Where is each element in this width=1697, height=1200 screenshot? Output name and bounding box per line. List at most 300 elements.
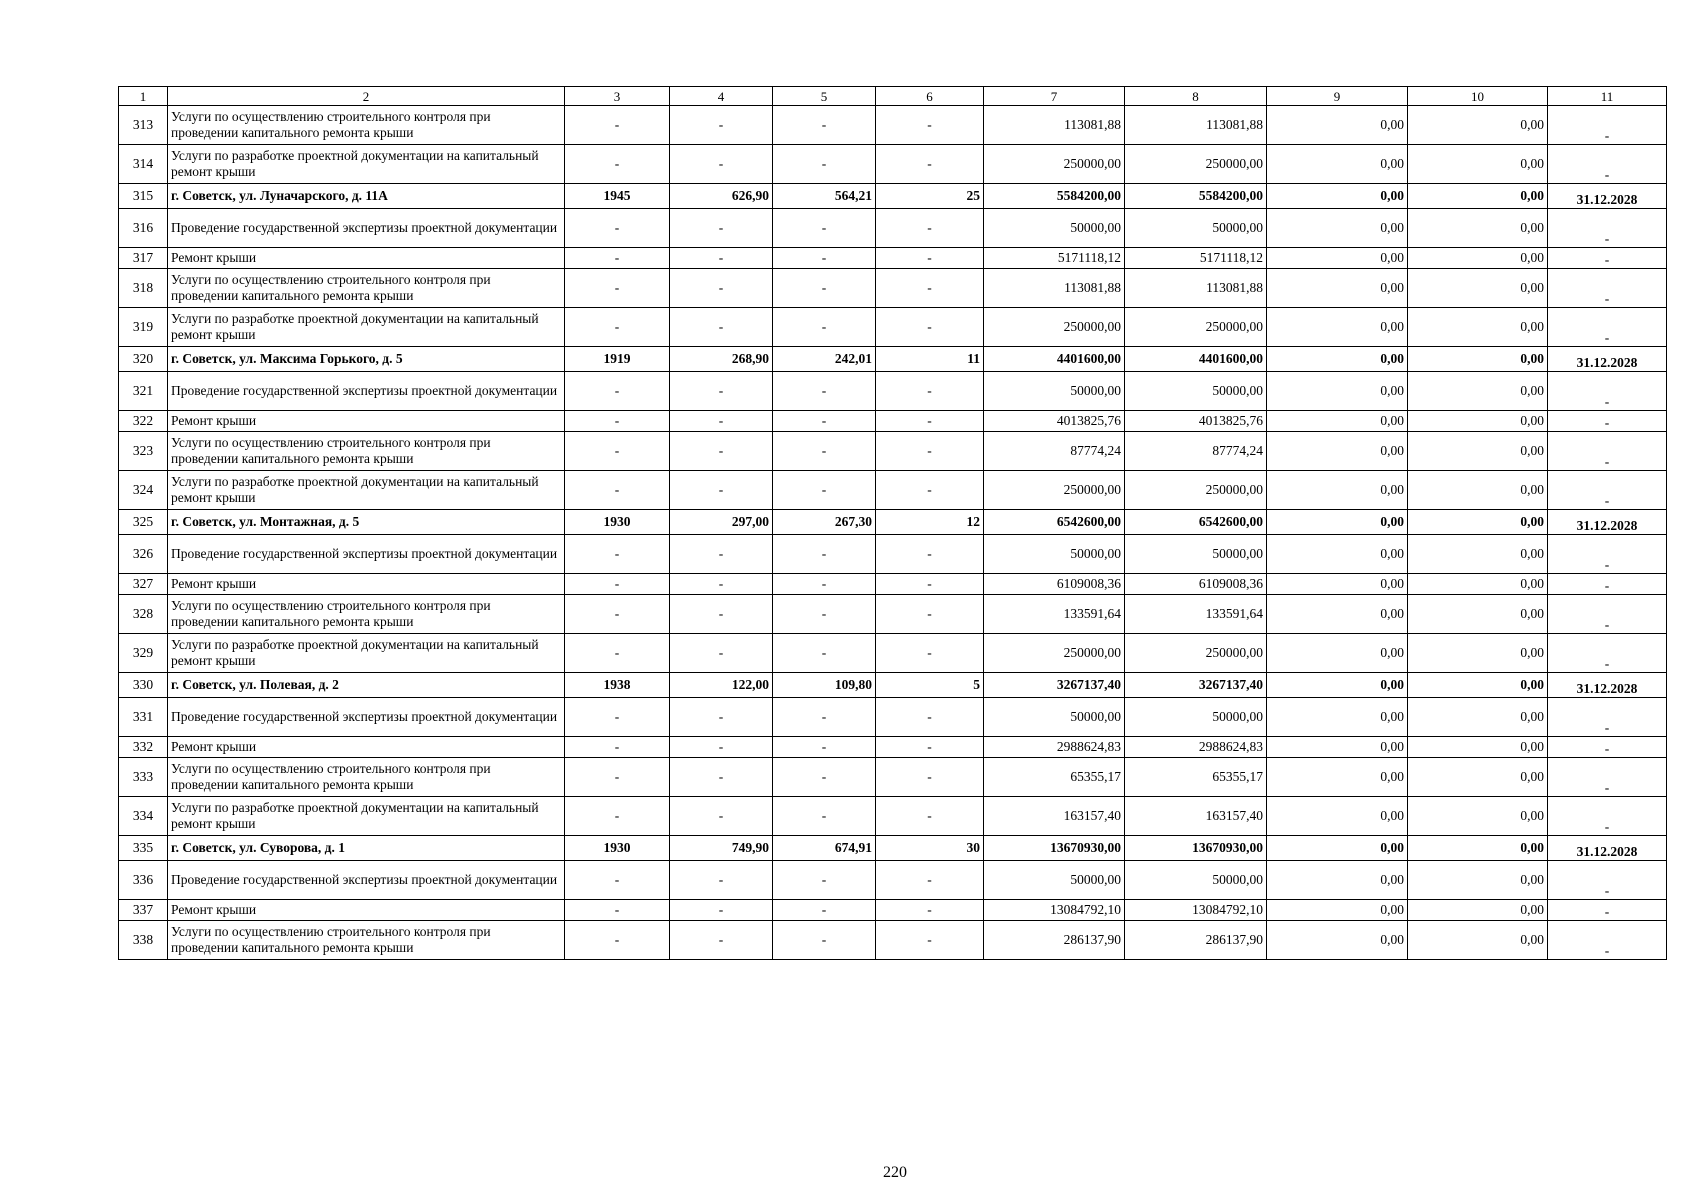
year-cell: - (565, 921, 670, 960)
row-name: Проведение государственной экспертизы проектной документации (168, 209, 565, 248)
row-name: Проведение государственной экспертизы проектной документации (168, 698, 565, 737)
column-number-4: 4 (670, 87, 773, 106)
table-row (119, 411, 1667, 432)
year-cell: - (565, 145, 670, 184)
year-cell: - (565, 411, 670, 432)
table-row (119, 861, 1667, 900)
year-cell: - (565, 758, 670, 797)
area-total-cell: - (670, 535, 773, 574)
row-name: Ремонт крыши (168, 900, 565, 921)
area-total-cell: - (670, 797, 773, 836)
area-living-cell: 564,21 (773, 184, 876, 209)
budget-cost-cell: 0,00 (1267, 184, 1408, 209)
budget-cost-cell: 0,00 (1267, 900, 1408, 921)
total-cost-cell: 65355,17 (984, 758, 1125, 797)
row-number: 332 (119, 737, 168, 758)
residents-cell: - (876, 432, 984, 471)
fund-cost-cell: 250000,00 (1125, 145, 1267, 184)
table-row (119, 921, 1667, 960)
total-cost-cell: 50000,00 (984, 535, 1125, 574)
budget-cost-cell: 0,00 (1267, 797, 1408, 836)
total-cost-cell: 113081,88 (984, 106, 1125, 145)
area-total-cell: - (670, 106, 773, 145)
area-living-cell: - (773, 574, 876, 595)
table-row (119, 347, 1667, 372)
budget-cost-cell: 0,00 (1267, 921, 1408, 960)
row-number: 338 (119, 921, 168, 960)
area-living-cell: - (773, 698, 876, 737)
owners-cost-cell: 0,00 (1408, 347, 1548, 372)
area-total-cell: - (670, 634, 773, 673)
residents-cell: - (876, 595, 984, 634)
fund-cost-cell: 2988624,83 (1125, 737, 1267, 758)
table-row (119, 432, 1667, 471)
budget-cost-cell: 0,00 (1267, 510, 1408, 535)
residents-cell: - (876, 921, 984, 960)
owners-cost-cell: 0,00 (1408, 737, 1548, 758)
area-living-cell: - (773, 737, 876, 758)
area-total-cell: - (670, 471, 773, 510)
year-cell: 1938 (565, 673, 670, 698)
residents-cell: - (876, 209, 984, 248)
fund-cost-cell: 87774,24 (1125, 432, 1267, 471)
owners-cost-cell: 0,00 (1408, 308, 1548, 347)
fund-cost-cell: 4401600,00 (1125, 347, 1267, 372)
total-cost-cell: 87774,24 (984, 432, 1125, 471)
table-row (119, 535, 1667, 574)
residents-cell: 30 (876, 836, 984, 861)
row-number: 317 (119, 248, 168, 269)
residents-cell: - (876, 698, 984, 737)
column-number-7: 7 (984, 87, 1125, 106)
budget-cost-cell: 0,00 (1267, 673, 1408, 698)
column-number-1: 1 (119, 87, 168, 106)
total-cost-cell: 13084792,10 (984, 900, 1125, 921)
total-cost-cell: 50000,00 (984, 861, 1125, 900)
column-number-5: 5 (773, 87, 876, 106)
year-cell: - (565, 900, 670, 921)
fund-cost-cell: 50000,00 (1125, 372, 1267, 411)
table-row (119, 248, 1667, 269)
owners-cost-cell: 0,00 (1408, 634, 1548, 673)
row-number: 325 (119, 510, 168, 535)
area-total-cell: 122,00 (670, 673, 773, 698)
year-cell: - (565, 861, 670, 900)
budget-cost-cell: 0,00 (1267, 737, 1408, 758)
table-row (119, 308, 1667, 347)
total-cost-cell: 50000,00 (984, 209, 1125, 248)
area-living-cell: 242,01 (773, 347, 876, 372)
table-row (119, 900, 1667, 921)
area-living-cell: - (773, 900, 876, 921)
area-living-cell: 674,91 (773, 836, 876, 861)
budget-cost-cell: 0,00 (1267, 145, 1408, 184)
deadline-cell: - (1548, 372, 1667, 411)
budget-cost-cell: 0,00 (1267, 595, 1408, 634)
row-number: 331 (119, 698, 168, 737)
area-total-cell: 749,90 (670, 836, 773, 861)
deadline-cell: - (1548, 861, 1667, 900)
column-number-10: 10 (1408, 87, 1548, 106)
budget-cost-cell: 0,00 (1267, 347, 1408, 372)
row-number: 335 (119, 836, 168, 861)
owners-cost-cell: 0,00 (1408, 248, 1548, 269)
budget-cost-cell: 0,00 (1267, 308, 1408, 347)
owners-cost-cell: 0,00 (1408, 411, 1548, 432)
year-cell: 1945 (565, 184, 670, 209)
owners-cost-cell: 0,00 (1408, 698, 1548, 737)
works-table (118, 86, 1667, 960)
row-name: Услуги по разработке проектной документации на капитальный ремонт крыши (168, 308, 565, 347)
row-name: г. Советск, ул. Монтажная, д. 5 (168, 510, 565, 535)
row-number: 330 (119, 673, 168, 698)
area-living-cell: 109,80 (773, 673, 876, 698)
area-total-cell: - (670, 145, 773, 184)
row-number: 314 (119, 145, 168, 184)
table-row (119, 836, 1667, 861)
residents-cell: - (876, 535, 984, 574)
residents-cell: 25 (876, 184, 984, 209)
total-cost-cell: 250000,00 (984, 308, 1125, 347)
budget-cost-cell: 0,00 (1267, 471, 1408, 510)
deadline-cell: - (1548, 471, 1667, 510)
residents-cell: 12 (876, 510, 984, 535)
row-number: 318 (119, 269, 168, 308)
owners-cost-cell: 0,00 (1408, 900, 1548, 921)
owners-cost-cell: 0,00 (1408, 184, 1548, 209)
fund-cost-cell: 6542600,00 (1125, 510, 1267, 535)
area-living-cell: - (773, 797, 876, 836)
deadline-cell: 31.12.2028 (1548, 836, 1667, 861)
row-name: Услуги по осуществлению строительного контроля при проведении капитального ремонта крыши (168, 432, 565, 471)
year-cell: - (565, 698, 670, 737)
year-cell: - (565, 574, 670, 595)
year-cell: - (565, 737, 670, 758)
owners-cost-cell: 0,00 (1408, 673, 1548, 698)
row-number: 319 (119, 308, 168, 347)
budget-cost-cell: 0,00 (1267, 634, 1408, 673)
owners-cost-cell: 0,00 (1408, 209, 1548, 248)
table-body (119, 87, 1667, 960)
table-row (119, 209, 1667, 248)
year-cell: - (565, 372, 670, 411)
year-cell: - (565, 308, 670, 347)
fund-cost-cell: 50000,00 (1125, 209, 1267, 248)
owners-cost-cell: 0,00 (1408, 574, 1548, 595)
year-cell: 1930 (565, 836, 670, 861)
year-cell: 1930 (565, 510, 670, 535)
deadline-cell: - (1548, 106, 1667, 145)
residents-cell: - (876, 574, 984, 595)
area-total-cell: - (670, 737, 773, 758)
owners-cost-cell: 0,00 (1408, 535, 1548, 574)
total-cost-cell: 50000,00 (984, 372, 1125, 411)
row-number: 321 (119, 372, 168, 411)
area-total-cell: - (670, 209, 773, 248)
row-number: 322 (119, 411, 168, 432)
area-total-cell: 626,90 (670, 184, 773, 209)
table-row (119, 698, 1667, 737)
owners-cost-cell: 0,00 (1408, 106, 1548, 145)
deadline-cell: - (1548, 574, 1667, 595)
row-name: Проведение государственной экспертизы проектной документации (168, 535, 565, 574)
fund-cost-cell: 250000,00 (1125, 634, 1267, 673)
budget-cost-cell: 0,00 (1267, 698, 1408, 737)
area-living-cell: - (773, 145, 876, 184)
year-cell: - (565, 432, 670, 471)
total-cost-cell: 50000,00 (984, 698, 1125, 737)
table-row (119, 184, 1667, 209)
residents-cell: - (876, 308, 984, 347)
residents-cell: - (876, 269, 984, 308)
row-number: 320 (119, 347, 168, 372)
area-living-cell: - (773, 248, 876, 269)
column-number-6: 6 (876, 87, 984, 106)
column-number-3: 3 (565, 87, 670, 106)
deadline-cell: - (1548, 900, 1667, 921)
fund-cost-cell: 3267137,40 (1125, 673, 1267, 698)
area-total-cell: 268,90 (670, 347, 773, 372)
total-cost-cell: 163157,40 (984, 797, 1125, 836)
area-total-cell: - (670, 269, 773, 308)
column-number-2: 2 (168, 87, 565, 106)
budget-cost-cell: 0,00 (1267, 574, 1408, 595)
deadline-cell: - (1548, 535, 1667, 574)
row-name: Услуги по разработке проектной документации на капитальный ремонт крыши (168, 634, 565, 673)
year-cell: - (565, 269, 670, 308)
fund-cost-cell: 50000,00 (1125, 698, 1267, 737)
year-cell: - (565, 634, 670, 673)
year-cell: - (565, 106, 670, 145)
area-living-cell: - (773, 432, 876, 471)
table-row (119, 471, 1667, 510)
table-row (119, 634, 1667, 673)
total-cost-cell: 2988624,83 (984, 737, 1125, 758)
row-name: Ремонт крыши (168, 411, 565, 432)
table-row (119, 372, 1667, 411)
table-row (119, 797, 1667, 836)
row-name: Услуги по осуществлению строительного контроля при проведении капитального ремонта крыши (168, 921, 565, 960)
fund-cost-cell: 6109008,36 (1125, 574, 1267, 595)
year-cell: - (565, 797, 670, 836)
year-cell: - (565, 595, 670, 634)
residents-cell: - (876, 372, 984, 411)
fund-cost-cell: 5171118,12 (1125, 248, 1267, 269)
fund-cost-cell: 5584200,00 (1125, 184, 1267, 209)
owners-cost-cell: 0,00 (1408, 861, 1548, 900)
row-number: 313 (119, 106, 168, 145)
area-living-cell: - (773, 535, 876, 574)
deadline-cell: 31.12.2028 (1548, 673, 1667, 698)
deadline-cell: - (1548, 634, 1667, 673)
year-cell: - (565, 209, 670, 248)
residents-cell: - (876, 797, 984, 836)
owners-cost-cell: 0,00 (1408, 145, 1548, 184)
budget-cost-cell: 0,00 (1267, 209, 1408, 248)
area-total-cell: - (670, 861, 773, 900)
area-living-cell: - (773, 106, 876, 145)
area-living-cell: - (773, 372, 876, 411)
table-row (119, 510, 1667, 535)
residents-cell: 5 (876, 673, 984, 698)
area-living-cell: - (773, 595, 876, 634)
total-cost-cell: 133591,64 (984, 595, 1125, 634)
row-number: 336 (119, 861, 168, 900)
area-total-cell: - (670, 308, 773, 347)
deadline-cell: - (1548, 737, 1667, 758)
row-name: Услуги по осуществлению строительного контроля при проведении капитального ремонта крыши (168, 758, 565, 797)
deadline-cell: - (1548, 698, 1667, 737)
residents-cell: - (876, 634, 984, 673)
owners-cost-cell: 0,00 (1408, 372, 1548, 411)
fund-cost-cell: 286137,90 (1125, 921, 1267, 960)
area-total-cell: - (670, 574, 773, 595)
area-total-cell: - (670, 900, 773, 921)
total-cost-cell: 4013825,76 (984, 411, 1125, 432)
residents-cell: - (876, 471, 984, 510)
fund-cost-cell: 65355,17 (1125, 758, 1267, 797)
row-name: Услуги по разработке проектной документации на капитальный ремонт крыши (168, 145, 565, 184)
budget-cost-cell: 0,00 (1267, 758, 1408, 797)
owners-cost-cell: 0,00 (1408, 471, 1548, 510)
fund-cost-cell: 113081,88 (1125, 269, 1267, 308)
deadline-cell: - (1548, 209, 1667, 248)
row-number: 329 (119, 634, 168, 673)
row-name: Услуги по разработке проектной документации на капитальный ремонт крыши (168, 797, 565, 836)
row-name: Проведение государственной экспертизы проектной документации (168, 372, 565, 411)
table-row (119, 269, 1667, 308)
area-living-cell: - (773, 758, 876, 797)
budget-cost-cell: 0,00 (1267, 432, 1408, 471)
row-number: 334 (119, 797, 168, 836)
total-cost-cell: 250000,00 (984, 145, 1125, 184)
row-name: Ремонт крыши (168, 737, 565, 758)
budget-cost-cell: 0,00 (1267, 106, 1408, 145)
table-row (119, 673, 1667, 698)
year-cell: - (565, 471, 670, 510)
table-row (119, 595, 1667, 634)
budget-cost-cell: 0,00 (1267, 269, 1408, 308)
row-name: Услуги по осуществлению строительного контроля при проведении капитального ремонта крыши (168, 595, 565, 634)
owners-cost-cell: 0,00 (1408, 595, 1548, 634)
residents-cell: - (876, 106, 984, 145)
column-number-9: 9 (1267, 87, 1408, 106)
row-name: г. Советск, ул. Суворова, д. 1 (168, 836, 565, 861)
fund-cost-cell: 250000,00 (1125, 471, 1267, 510)
area-total-cell: - (670, 595, 773, 634)
row-name: Услуги по разработке проектной документации на капитальный ремонт крыши (168, 471, 565, 510)
fund-cost-cell: 13670930,00 (1125, 836, 1267, 861)
fund-cost-cell: 4013825,76 (1125, 411, 1267, 432)
row-number: 315 (119, 184, 168, 209)
table-row (119, 106, 1667, 145)
deadline-cell: - (1548, 411, 1667, 432)
row-name: Услуги по осуществлению строительного контроля при проведении капитального ремонта крыши (168, 269, 565, 308)
owners-cost-cell: 0,00 (1408, 836, 1548, 861)
deadline-cell: - (1548, 145, 1667, 184)
column-number-11: 11 (1548, 87, 1667, 106)
residents-cell: - (876, 411, 984, 432)
budget-cost-cell: 0,00 (1267, 535, 1408, 574)
budget-cost-cell: 0,00 (1267, 836, 1408, 861)
total-cost-cell: 250000,00 (984, 634, 1125, 673)
fund-cost-cell: 250000,00 (1125, 308, 1267, 347)
area-total-cell: - (670, 432, 773, 471)
fund-cost-cell: 163157,40 (1125, 797, 1267, 836)
year-cell: 1919 (565, 347, 670, 372)
row-number: 337 (119, 900, 168, 921)
area-living-cell: - (773, 471, 876, 510)
total-cost-cell: 113081,88 (984, 269, 1125, 308)
row-number: 327 (119, 574, 168, 595)
deadline-cell: - (1548, 248, 1667, 269)
fund-cost-cell: 133591,64 (1125, 595, 1267, 634)
area-total-cell: - (670, 698, 773, 737)
row-name: Ремонт крыши (168, 574, 565, 595)
total-cost-cell: 250000,00 (984, 471, 1125, 510)
row-name: г. Советск, ул. Полевая, д. 2 (168, 673, 565, 698)
owners-cost-cell: 0,00 (1408, 921, 1548, 960)
deadline-cell: - (1548, 432, 1667, 471)
area-total-cell: - (670, 372, 773, 411)
deadline-cell: 31.12.2028 (1548, 510, 1667, 535)
area-total-cell: - (670, 248, 773, 269)
total-cost-cell: 286137,90 (984, 921, 1125, 960)
row-number: 323 (119, 432, 168, 471)
fund-cost-cell: 50000,00 (1125, 861, 1267, 900)
deadline-cell: - (1548, 308, 1667, 347)
area-total-cell: 297,00 (670, 510, 773, 535)
area-living-cell: - (773, 411, 876, 432)
budget-cost-cell: 0,00 (1267, 861, 1408, 900)
deadline-cell: 31.12.2028 (1548, 184, 1667, 209)
total-cost-cell: 6109008,36 (984, 574, 1125, 595)
area-total-cell: - (670, 921, 773, 960)
total-cost-cell: 5171118,12 (984, 248, 1125, 269)
row-name: г. Советск, ул. Луначарского, д. 11А (168, 184, 565, 209)
year-cell: - (565, 248, 670, 269)
table-row (119, 145, 1667, 184)
budget-cost-cell: 0,00 (1267, 372, 1408, 411)
residents-cell: - (876, 900, 984, 921)
total-cost-cell: 4401600,00 (984, 347, 1125, 372)
total-cost-cell: 5584200,00 (984, 184, 1125, 209)
area-living-cell: - (773, 861, 876, 900)
area-total-cell: - (670, 411, 773, 432)
total-cost-cell: 3267137,40 (984, 673, 1125, 698)
area-total-cell: - (670, 758, 773, 797)
area-living-cell: - (773, 209, 876, 248)
row-number: 328 (119, 595, 168, 634)
area-living-cell: - (773, 634, 876, 673)
column-number-row (119, 87, 1667, 106)
residents-cell: - (876, 145, 984, 184)
row-number: 326 (119, 535, 168, 574)
fund-cost-cell: 50000,00 (1125, 535, 1267, 574)
table-row (119, 758, 1667, 797)
row-name: Ремонт крыши (168, 248, 565, 269)
row-number: 324 (119, 471, 168, 510)
fund-cost-cell: 13084792,10 (1125, 900, 1267, 921)
residents-cell: - (876, 248, 984, 269)
residents-cell: - (876, 737, 984, 758)
deadline-cell: - (1548, 758, 1667, 797)
residents-cell: 11 (876, 347, 984, 372)
deadline-cell: - (1548, 921, 1667, 960)
row-number: 333 (119, 758, 168, 797)
deadline-cell: 31.12.2028 (1548, 347, 1667, 372)
year-cell: - (565, 535, 670, 574)
